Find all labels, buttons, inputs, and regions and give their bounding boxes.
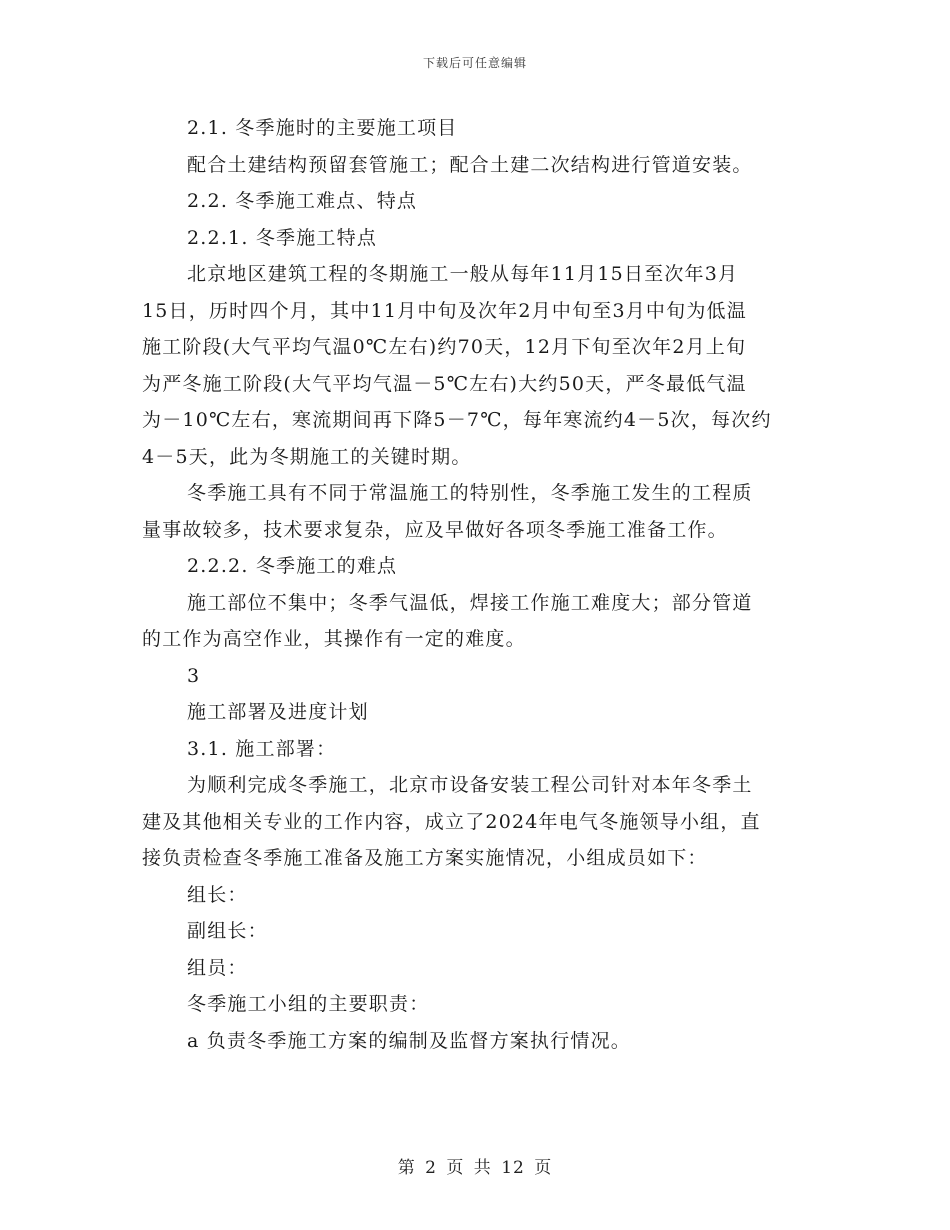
section-heading-2-2-1: 2.2.1. 冬季施工特点 xyxy=(187,226,378,249)
paragraph-line: 建及其他相关专业的工作内容，成立了2024年电气冬施领导小组，直 xyxy=(142,810,761,833)
paragraph-line: 4－5天，此为冬期施工的关键时期。 xyxy=(142,445,472,468)
paragraph-line: 施工部位不集中；冬季气温低，焊接工作施工难度大；部分管道 xyxy=(187,591,753,614)
paragraph-line: 配合土建结构预留套管施工；配合土建二次结构进行管道安装。 xyxy=(187,153,753,176)
section-heading-3: 施工部署及进度计划 xyxy=(187,701,369,723)
paragraph-line: 的工作为高空作业，其操作有一定的难度。 xyxy=(142,628,526,650)
paragraph-line: 量事故较多，技术要求复杂，应及早做好各项冬季施工准备工作。 xyxy=(142,518,728,541)
section-heading-2-2: 2.2. 冬季施工难点、特点 xyxy=(187,190,418,212)
paragraph-line: 冬季施工具有不同于常温施工的特别性，冬季施工发生的工程质 xyxy=(187,482,753,504)
responsibilities-heading: 冬季施工小组的主要职责： xyxy=(187,993,430,1015)
paragraph-line: 接负责检查冬季施工准备及施工方案实施情况，小组成员如下： xyxy=(142,847,708,869)
page-header: 下载后可任意编辑 xyxy=(422,56,527,70)
paragraph-line: 为－10℃左右，寒流期间再下降5－7℃，每年寒流约4－5次，每次约 xyxy=(142,409,772,431)
team-leader-label: 组长： xyxy=(187,883,248,906)
page-footer: 第 2 页 共 12 页 xyxy=(397,1158,553,1178)
paragraph-line: 北京地区建筑工程的冬期施工一般从每年11月15日至次年3月 xyxy=(187,263,739,285)
paragraph-line: 为顺利完成冬季施工，北京市设备安装工程公司针对本年冬季土 xyxy=(187,774,753,796)
deputy-leader-label: 副组长： xyxy=(187,920,268,942)
section-heading-2-2-2: 2.2.2. 冬季施工的难点 xyxy=(187,555,398,577)
team-members-label: 组员： xyxy=(187,956,248,979)
responsibility-item-a: a 负责冬季施工方案的编制及监督方案执行情况。 xyxy=(187,1029,631,1052)
section-heading-3-1: 3.1. 施工部署： xyxy=(187,737,337,760)
paragraph-line: 为严冬施工阶段(大气平均气温－5℃左右)大约50天，严冬最低气温 xyxy=(142,372,747,395)
section-number-3: 3 xyxy=(187,664,201,687)
section-heading-2-1: 2.1. 冬季施时的主要施工项目 xyxy=(187,117,458,139)
paragraph-line: 施工阶段(大气平均气温0℃左右)约70天，12月下旬至次年2月上旬 xyxy=(142,336,747,358)
document-body xyxy=(142,110,807,1059)
paragraph-line: 15日，历时四个月，其中11月中旬及次年2月中旬至3月中旬为低温 xyxy=(142,299,747,322)
